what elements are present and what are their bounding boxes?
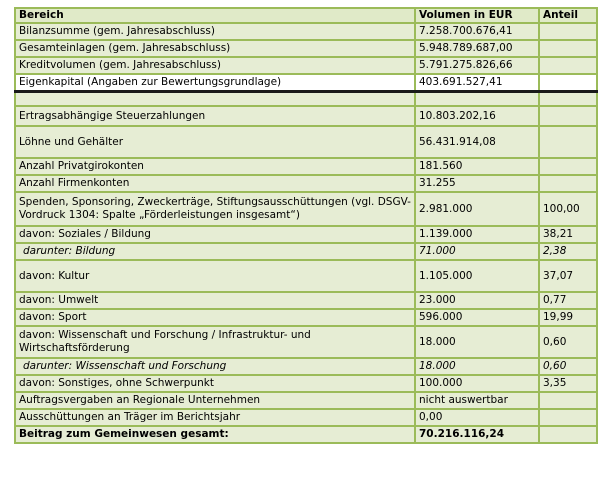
table-row <box>15 292 597 309</box>
bereich-cell: Ertragsabhängige Steuerzahlungen <box>15 106 415 126</box>
table-row <box>15 192 597 226</box>
table-row <box>15 226 597 243</box>
volumen-cell: 0,00 <box>415 409 539 426</box>
volumen-cell: 56.431.914,08 <box>415 126 539 158</box>
bereich-cell: darunter: Bildung <box>15 243 415 260</box>
total-row <box>15 426 597 443</box>
volumen-cell: 100.000 <box>415 375 539 392</box>
anteil-cell <box>539 158 597 175</box>
bereich-cell: davon: Sonstiges, ohne Schwerpunkt <box>15 375 415 392</box>
table-header-row <box>15 8 597 23</box>
bereich-cell: Kreditvolumen (gem. Jahresabschluss) <box>15 57 415 74</box>
table-row <box>15 409 597 426</box>
volumen-cell: 1.139.000 <box>415 226 539 243</box>
volumen-cell: 71.000 <box>415 243 539 260</box>
anteil-cell: 38,21 <box>539 226 597 243</box>
header-anteil: Anteil <box>539 8 597 23</box>
anteil-cell <box>539 57 597 74</box>
table-row <box>15 40 597 57</box>
table-row <box>15 260 597 292</box>
anteil-cell: 2,38 <box>539 243 597 260</box>
table-row <box>15 106 597 126</box>
bereich-cell: davon: Sport <box>15 309 415 326</box>
volumen-cell: 18.000 <box>415 358 539 375</box>
bereich-cell: davon: Soziales / Bildung <box>15 226 415 243</box>
header-volumen: Volumen in EUR <box>415 8 539 23</box>
anteil-cell <box>539 23 597 40</box>
anteil-cell <box>539 175 597 192</box>
bereich-cell: Beitrag zum Gemeinwesen gesamt: <box>15 426 415 443</box>
volumen-cell: 18.000 <box>415 326 539 358</box>
volumen-cell: 70.216.116,24 <box>415 426 539 443</box>
bereich-cell: Löhne und Gehälter <box>15 126 415 158</box>
table-row <box>15 358 597 375</box>
bereich-cell: Spenden, Sponsoring, Zweckerträge, Stiftungsausschüttungen (vgl. DSGV-Vordruck 1304: Spalte „Förderleistungen insgesamt“) <box>15 192 415 226</box>
volumen-cell: 5.948.789.687,00 <box>415 40 539 57</box>
bereich-cell: Gesamteinlagen (gem. Jahresabschluss) <box>15 40 415 57</box>
anteil-cell: 3,35 <box>539 375 597 392</box>
anteil-cell: 100,00 <box>539 192 597 226</box>
bereich-cell: davon: Umwelt <box>15 292 415 309</box>
bereich-cell: Anzahl Privatgirokonten <box>15 158 415 175</box>
table-container <box>14 7 598 444</box>
bereich-cell <box>15 91 415 106</box>
bereich-cell: Anzahl Firmenkonten <box>15 175 415 192</box>
volumen-cell: 2.981.000 <box>415 192 539 226</box>
anteil-cell <box>539 426 597 443</box>
anteil-cell <box>539 392 597 409</box>
table-row <box>15 126 597 158</box>
volumen-cell: 596.000 <box>415 309 539 326</box>
bereich-cell: Ausschüttungen an Träger im Berichtsjahr <box>15 409 415 426</box>
table-row <box>15 74 597 91</box>
anteil-cell <box>539 91 597 106</box>
volumen-cell: 7.258.700.676,41 <box>415 23 539 40</box>
table-row <box>15 158 597 175</box>
bereich-cell: darunter: Wissenschaft und Forschung <box>15 358 415 375</box>
gemeinwesen-table <box>14 7 598 444</box>
anteil-cell <box>539 126 597 158</box>
bereich-cell: davon: Wissenschaft und Forschung / Infrastruktur- und Wirtschaftsförderung <box>15 326 415 358</box>
anteil-cell: 0,60 <box>539 326 597 358</box>
header-bereich: Bereich <box>15 8 415 23</box>
table-row <box>15 326 597 358</box>
volumen-cell: 23.000 <box>415 292 539 309</box>
bereich-cell: davon: Kultur <box>15 260 415 292</box>
table-row <box>15 392 597 409</box>
table-row <box>15 243 597 260</box>
table-row <box>15 309 597 326</box>
anteil-cell <box>539 40 597 57</box>
anteil-cell: 37,07 <box>539 260 597 292</box>
volumen-cell: 1.105.000 <box>415 260 539 292</box>
anteil-cell: 0,60 <box>539 358 597 375</box>
table-row <box>15 175 597 192</box>
bereich-cell: Eigenkapital (Angaben zur Bewertungsgrundlage) <box>15 74 415 91</box>
table-row <box>15 23 597 40</box>
spacer-row <box>15 91 597 106</box>
anteil-cell <box>539 409 597 426</box>
volumen-cell: 5.791.275.826,66 <box>415 57 539 74</box>
volumen-cell: 31.255 <box>415 175 539 192</box>
volumen-cell: 403.691.527,41 <box>415 74 539 91</box>
volumen-cell: 181.560 <box>415 158 539 175</box>
anteil-cell <box>539 74 597 91</box>
anteil-cell: 19,99 <box>539 309 597 326</box>
volumen-cell <box>415 91 539 106</box>
anteil-cell <box>539 106 597 126</box>
anteil-cell: 0,77 <box>539 292 597 309</box>
volumen-cell: 10.803.202,16 <box>415 106 539 126</box>
table-row <box>15 375 597 392</box>
bereich-cell: Bilanzsumme (gem. Jahresabschluss) <box>15 23 415 40</box>
bereich-cell: Auftragsvergaben an Regionale Unternehmen <box>15 392 415 409</box>
table-row <box>15 57 597 74</box>
volumen-cell: nicht auswertbar <box>415 392 539 409</box>
